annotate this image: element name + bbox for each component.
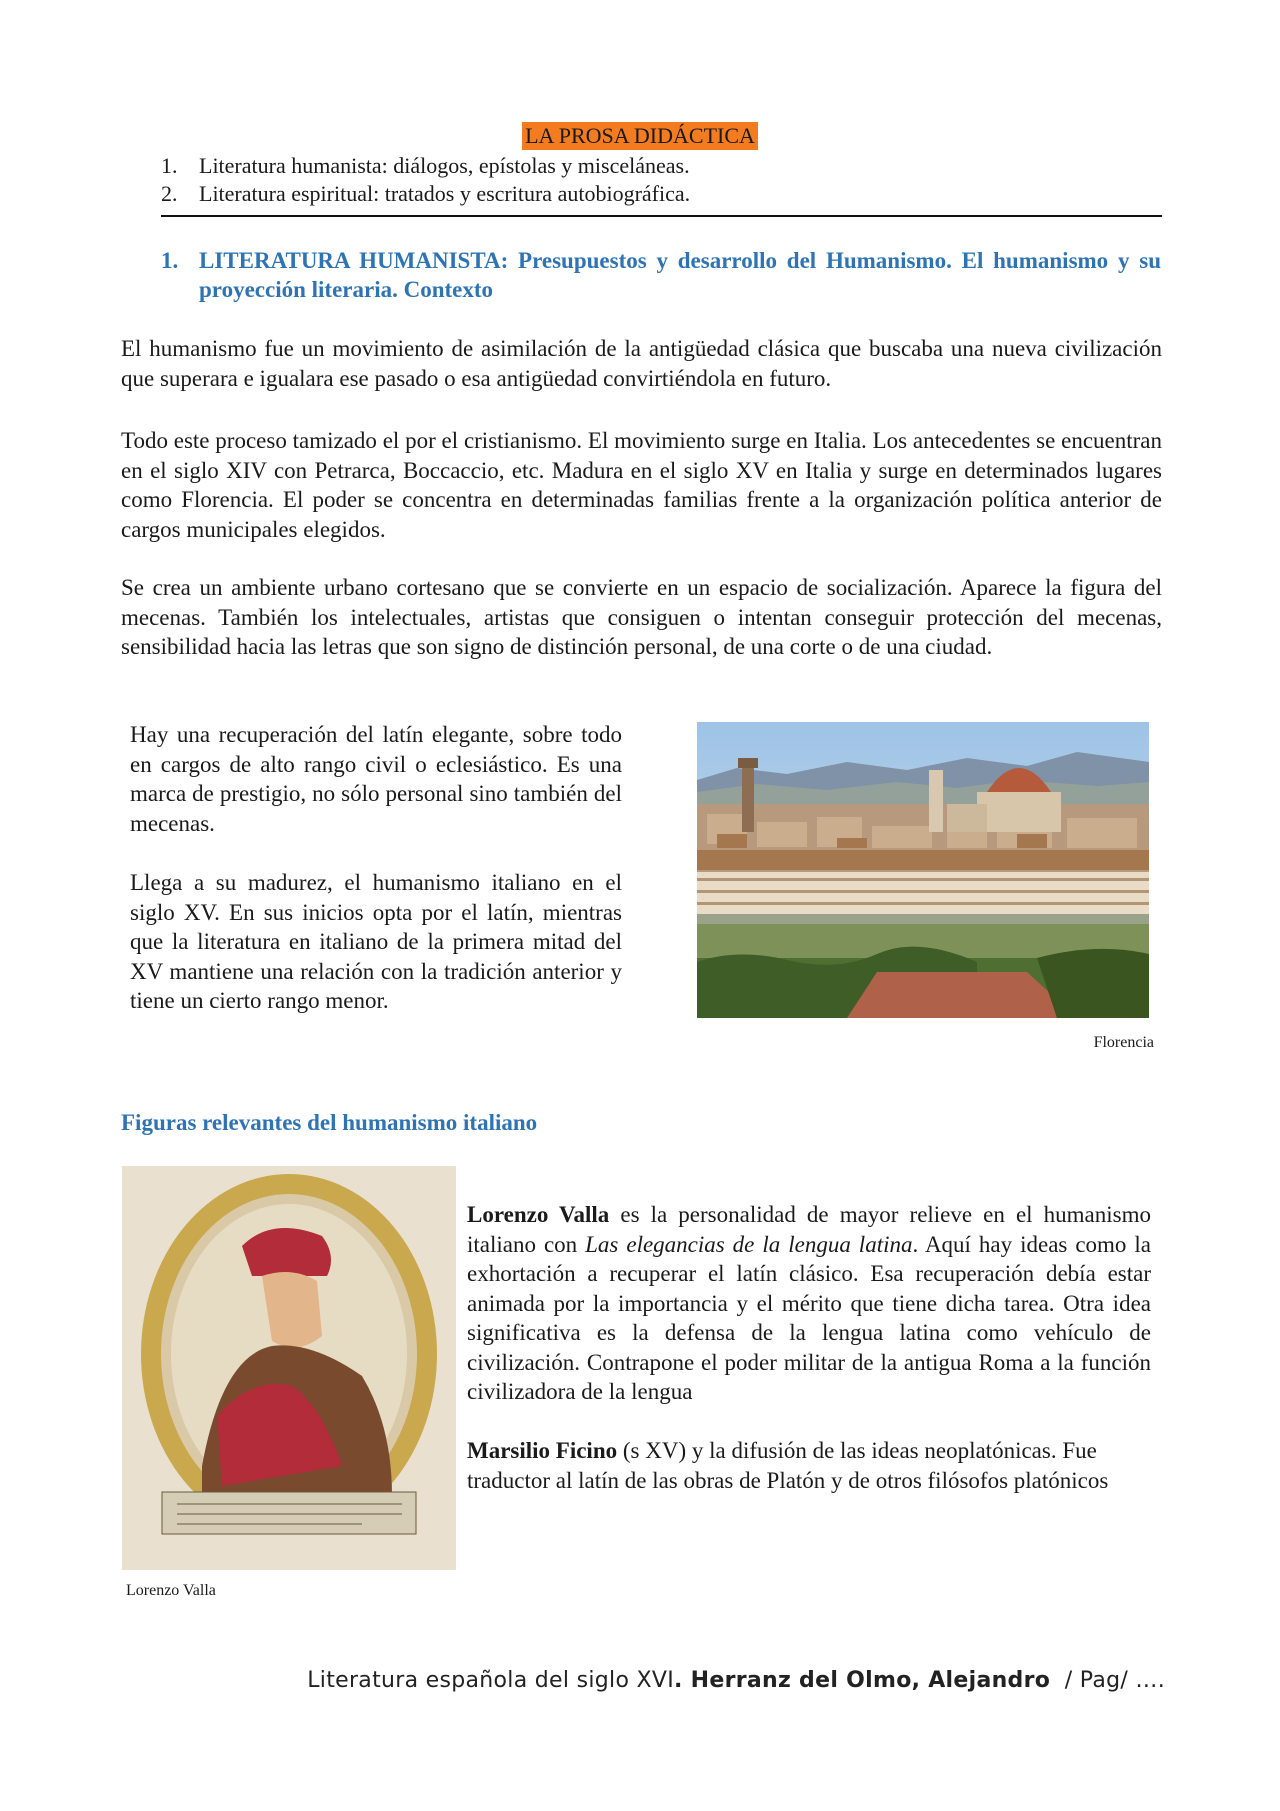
- ficino-text: (s XV) y la difusión de las ideas neoplatónicas. Fue traductor al latín de las obras de Platón y de otros filósofos platónicos: [467, 1438, 1109, 1493]
- toc-item-text: Literatura humanista: diálogos, epístolas y misceláneas.: [199, 153, 690, 178]
- ficino-paragraph: [467, 1436, 1151, 1495]
- valla-name: Lorenzo Valla: [467, 1202, 610, 1227]
- title-wrap: [0, 122, 1280, 150]
- valla-work-title: Las elegancias de la lengua latina: [585, 1231, 913, 1257]
- section-heading-2: Figuras relevantes del humanismo italiano: [121, 1110, 538, 1135]
- section-number: 1.: [161, 248, 179, 273]
- paragraph: Se crea un ambiente urbano cortesano que se convierte en un espacio de socialización. Aparece la figura del mecenas. También los intelectuales, artistas que consiguen o intentan conseguir protección del mecenas, sensibilidad hacia las letras que son signo de distinción personal, de una corte o de una ciudad.: [121, 575, 1162, 659]
- ficino-name: Marsilio Ficino: [467, 1438, 618, 1463]
- toc-item-text: Literatura espiritual: tratados y escritura autobiográfica.: [199, 181, 691, 206]
- valla-text-a: es la personalidad de mayor relieve en el humanismo italiano con: [467, 1202, 1151, 1257]
- page-footer: [307, 1668, 1165, 1693]
- paragraph: Todo este proceso tamizado el por el cristianismo. El movimiento surge en Italia. Los antecedentes se encuentran en el siglo XIV con Petrarca, Boccaccio, etc. Madura en el siglo XV en Italia y surge en determinados lugares como Florencia. El poder se concentra en determinadas familias frente a la organización política anterior de cargos municipales elegidos.: [121, 428, 1162, 542]
- lorenzo-valla-portrait: [122, 1166, 456, 1570]
- paragraph: El humanismo fue un movimiento de asimilación de la antigüedad clásica que buscaba una nueva civilización que superara e igualara ese pasado o esa antigüedad convirtiéndola en futuro.: [121, 336, 1162, 391]
- valla-text-b: . Aquí hay ideas como la exhortación a recuperar el latín clásico. Esa recuperación debía estar animada por la importancia y el mérito que tiene dicha tarea. Otra idea significativa es la defensa de la lengua latina como vehículo de civilización. Contrapone el poder militar de la antigua Roma a la función civilizadora de la lengua: [467, 1231, 1151, 1404]
- footer-page: / Pag/ ….: [1064, 1668, 1165, 1693]
- footer-course: Literatura española del siglo XVI: [307, 1668, 675, 1693]
- section-heading-text: LITERATURA HUMANISTA: Presupuestos y desarrollo del Humanismo. El humanismo y su proyección literaria. Contexto: [199, 248, 1161, 302]
- toc-item: [161, 180, 1161, 208]
- page-title: LA PROSA DIDÁCTICA: [522, 122, 758, 150]
- footer-author: . Herranz del Olmo, Alejandro: [674, 1668, 1051, 1693]
- divider: [161, 215, 1162, 217]
- florence-photo: [697, 722, 1149, 1018]
- column-paragraph: Llega a su madurez, el humanismo italiano en el siglo XV. En sus inicios opta por el latín, mientras que la literatura en italiano de la primera mitad del XV mantiene una relación con la tradición anterior y tiene un cierto rango menor.: [130, 870, 622, 1013]
- section-heading-1: [161, 246, 1161, 304]
- table-of-contents: [161, 152, 1161, 208]
- toc-item: [161, 152, 1161, 180]
- valla-paragraph: [467, 1200, 1151, 1407]
- photo-caption: Florencia: [1093, 1034, 1154, 1051]
- toc-item-number: 2.: [161, 181, 178, 206]
- toc-item-number: 1.: [161, 153, 178, 178]
- portrait-caption: Lorenzo Valla: [126, 1582, 216, 1599]
- column-paragraph: Hay una recuperación del latín elegante, sobre todo en cargos de alto rango civil o eclesiástico. Es una marca de prestigio, no sólo personal sino también del mecenas.: [130, 722, 622, 836]
